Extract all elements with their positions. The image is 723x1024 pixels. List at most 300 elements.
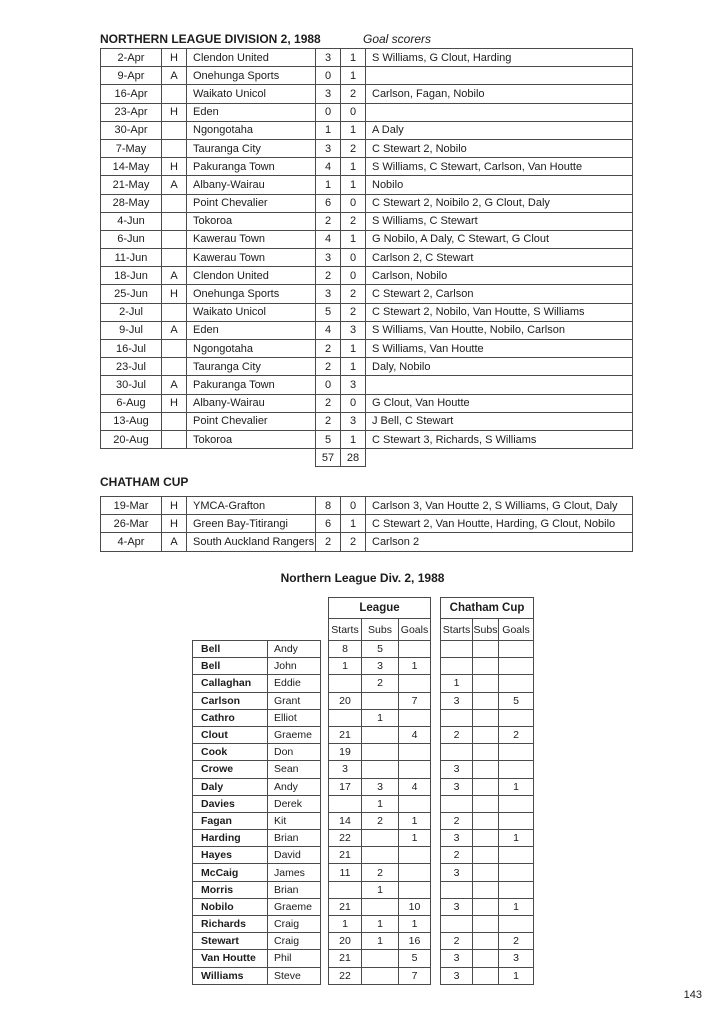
cup-starts: 3 [441,967,473,984]
opponent-name: Clendon United [187,49,316,67]
league-subs [362,830,399,847]
gap-column [431,761,441,778]
league-section-title: NORTHERN LEAGUE DIVISION 2, 1988 [100,32,321,46]
cup-starts [441,744,473,761]
player-first-name: Graeme [268,898,321,915]
score-against: 2 [341,303,366,321]
cup-subs [473,692,499,709]
player-surname: Bell [193,641,268,658]
match-date: 26-Mar [101,515,162,533]
score-for: 2 [316,412,341,430]
cup-subs [473,658,499,675]
player-first-name: Phil [268,950,321,967]
match-date: 14-May [101,158,162,176]
goal-scorers: S Williams, Van Houtte [366,340,633,358]
cup-starts: 2 [441,933,473,950]
gap-column [431,709,441,726]
cup-subs [473,898,499,915]
league-subs: 1 [362,795,399,812]
player-first-name: Andy [268,641,321,658]
cup-starts [441,916,473,933]
league-goals: 16 [399,933,431,950]
gap-column [321,726,329,743]
league-goals [399,795,431,812]
player-surname: Van Houtte [193,950,268,967]
match-date: 23-Jul [101,358,162,376]
match-row [101,285,633,303]
league-subs [362,761,399,778]
league-results-table [100,48,633,467]
player-first-name: Sean [268,761,321,778]
player-first-name: John [268,658,321,675]
match-row [101,497,633,515]
goal-scorers: G Nobilo, A Daly, C Stewart, G Clout [366,230,633,248]
cup-subs [473,675,499,692]
cup-goals [499,675,534,692]
score-for: 2 [316,212,341,230]
home-away-flag [162,340,187,358]
player-row [193,778,534,795]
player-first-name: Graeme [268,726,321,743]
home-away-flag: H [162,103,187,121]
cup-starts: 3 [441,692,473,709]
cup-goals [499,864,534,881]
gap-column [431,778,441,795]
player-first-name: Brian [268,881,321,898]
player-row [193,709,534,726]
league-group-header: League [329,598,431,619]
player-row [193,726,534,743]
score-for: 4 [316,230,341,248]
player-first-name: Brian [268,830,321,847]
goal-scorers: C Stewart 2, Noibilo 2, G Clout, Daly [366,194,633,212]
player-row [193,864,534,881]
score-for: 2 [316,267,341,285]
league-subs: 2 [362,812,399,829]
league-starts [329,675,362,692]
score-against: 1 [341,515,366,533]
opponent-name: Eden [187,321,316,339]
match-date: 16-Jul [101,340,162,358]
cup-goals: 1 [499,778,534,795]
score-for: 3 [316,139,341,157]
goal-scorers: C Stewart 2, Nobilo [366,139,633,157]
cup-goals [499,812,534,829]
score-against: 3 [341,412,366,430]
opponent-name: Eden [187,103,316,121]
home-away-flag: H [162,515,187,533]
match-date: 9-Jul [101,321,162,339]
match-row [101,121,633,139]
player-stats-title: Northern League Div. 2, 1988 [280,571,445,585]
match-row [101,394,633,412]
score-against: 0 [341,194,366,212]
score-against: 1 [341,176,366,194]
player-row [193,744,534,761]
cup-subs [473,761,499,778]
player-row [193,933,534,950]
cup-starts: 3 [441,761,473,778]
gap-column [431,916,441,933]
score-against: 0 [341,267,366,285]
player-surname: Carlson [193,692,268,709]
opponent-name: Tauranga City [187,358,316,376]
score-against: 1 [341,67,366,85]
page-number: 143 [683,989,702,1001]
gap-column [321,598,329,619]
goal-scorers: C Stewart 2, Carlson [366,285,633,303]
league-goals [399,709,431,726]
opponent-name: Kawerau Town [187,249,316,267]
league-starts: 1 [329,916,362,933]
match-date: 28-May [101,194,162,212]
gap-column [431,933,441,950]
cup-starts: 3 [441,864,473,881]
score-against: 0 [341,497,366,515]
gap-column [321,709,329,726]
goal-scorers: S Williams, C Stewart, Carlson, Van Houtte [366,158,633,176]
match-date: 21-May [101,176,162,194]
gap-column [321,658,329,675]
league-subs [362,967,399,984]
player-row [193,795,534,812]
opponent-name: Ngongotaha [187,340,316,358]
player-first-name: Craig [268,933,321,950]
match-date: 2-Apr [101,49,162,67]
league-starts: 3 [329,761,362,778]
score-for: 2 [316,394,341,412]
player-row [193,641,534,658]
opponent-name: Onehunga Sports [187,67,316,85]
gap-column [321,830,329,847]
match-date: 11-Jun [101,249,162,267]
league-subs [362,950,399,967]
league-goals: 5 [399,950,431,967]
league-goals: 10 [399,898,431,915]
opponent-name: Ngongotaha [187,121,316,139]
home-away-flag: A [162,533,187,551]
player-first-name: Craig [268,916,321,933]
match-date: 2-Jul [101,303,162,321]
score-against: 1 [341,358,366,376]
cup-goals: 5 [499,692,534,709]
opponent-name: Albany-Wairau [187,394,316,412]
player-surname: Daly [193,778,268,795]
home-away-flag [162,121,187,139]
cup-subs-header: Subs [473,619,499,641]
player-surname: McCaig [193,864,268,881]
gap-column [431,641,441,658]
match-row [101,85,633,103]
cup-starts: 2 [441,847,473,864]
match-row [101,412,633,430]
score-against: 2 [341,285,366,303]
cup-starts-header: Starts [441,619,473,641]
cup-goals: 3 [499,950,534,967]
gap-column [321,795,329,812]
league-subs: 1 [362,916,399,933]
cup-starts: 3 [441,950,473,967]
opponent-name: Albany-Wairau [187,176,316,194]
cup-subs [473,967,499,984]
league-goals: 1 [399,916,431,933]
score-for: 4 [316,321,341,339]
player-first-name: Steve [268,967,321,984]
home-away-flag [162,212,187,230]
gap-column [321,744,329,761]
score-against: 2 [341,212,366,230]
chatham-cup-group-header: Chatham Cup [441,598,534,619]
player-surname: Stewart [193,933,268,950]
player-surname: Richards [193,916,268,933]
gap-column [321,967,329,984]
match-date: 25-Jun [101,285,162,303]
league-goals-header: Goals [399,619,431,641]
score-for: 5 [316,430,341,448]
player-row [193,830,534,847]
player-row [193,761,534,778]
goal-scorers: C Stewart 2, Van Houtte, Harding, G Clout, Nobilo [366,515,633,533]
gap-column [321,692,329,709]
goal-scorers: G Clout, Van Houtte [366,394,633,412]
score-against: 1 [341,158,366,176]
cup-goals [499,658,534,675]
player-surname: Clout [193,726,268,743]
opponent-name: Tokoroa [187,430,316,448]
player-first-name: Derek [268,795,321,812]
score-for: 0 [316,67,341,85]
league-goals [399,847,431,864]
cup-goals [499,744,534,761]
player-first-name: Andy [268,778,321,795]
score-against: 3 [341,321,366,339]
player-row [193,898,534,915]
gap-column [431,967,441,984]
score-against: 2 [341,533,366,551]
cup-subs [473,916,499,933]
player-row [193,675,534,692]
cup-subs [473,950,499,967]
league-subs [362,898,399,915]
opponent-name: Green Bay-Titirangi [187,515,316,533]
gap-column [431,881,441,898]
score-for: 0 [316,376,341,394]
league-starts: 21 [329,950,362,967]
home-away-flag: H [162,497,187,515]
player-surname: Cathro [193,709,268,726]
chatham-cup-results-table [100,496,633,552]
gap-column [321,675,329,692]
goal-scorers: Carlson, Fagan, Nobilo [366,85,633,103]
total-goals-for: 57 [316,449,341,467]
score-for: 3 [316,85,341,103]
header-spacer [193,598,321,619]
player-row [193,950,534,967]
home-away-flag: A [162,267,187,285]
player-first-name: Don [268,744,321,761]
match-date: 7-May [101,139,162,157]
home-away-flag [162,303,187,321]
league-goals [399,864,431,881]
match-row [101,267,633,285]
cup-subs [473,744,499,761]
home-away-flag [162,230,187,248]
gap-column [321,847,329,864]
gap-column [321,761,329,778]
score-against: 0 [341,103,366,121]
cup-starts [441,641,473,658]
league-subs [362,692,399,709]
score-for: 3 [316,285,341,303]
score-for: 6 [316,515,341,533]
cup-subs [473,778,499,795]
home-away-flag: A [162,176,187,194]
player-row [193,916,534,933]
match-date: 23-Apr [101,103,162,121]
league-starts: 1 [329,658,362,675]
totals-row [101,449,633,467]
match-row [101,176,633,194]
player-first-name: Grant [268,692,321,709]
goal-scorers [366,376,633,394]
match-row [101,139,633,157]
league-goals: 1 [399,812,431,829]
cup-subs [473,795,499,812]
league-subs: 1 [362,881,399,898]
league-goals: 4 [399,726,431,743]
cup-goals [499,709,534,726]
score-for: 6 [316,194,341,212]
player-first-name: James [268,864,321,881]
match-date: 4-Jun [101,212,162,230]
gap-column [321,881,329,898]
league-subs: 1 [362,933,399,950]
match-row [101,158,633,176]
chatham-cup-section-title: CHATHAM CUP [100,475,189,489]
league-subs [362,847,399,864]
opponent-name: Waikato Unicol [187,85,316,103]
goal-scorers: S Williams, C Stewart [366,212,633,230]
league-goals [399,641,431,658]
cup-subs [473,847,499,864]
gap-column [321,916,329,933]
cup-goals [499,795,534,812]
player-surname: Davies [193,795,268,812]
opponent-name: Tauranga City [187,139,316,157]
league-subs: 5 [362,641,399,658]
cup-goals [499,916,534,933]
player-first-name: Kit [268,812,321,829]
cup-subs [473,726,499,743]
score-for: 3 [316,49,341,67]
stats-group-header-row [193,598,534,619]
score-for: 3 [316,249,341,267]
cup-starts: 1 [441,675,473,692]
league-goals: 1 [399,830,431,847]
player-row [193,967,534,984]
goal-scorers: Daly, Nobilo [366,358,633,376]
league-goals [399,881,431,898]
opponent-name: Waikato Unicol [187,303,316,321]
home-away-flag [162,139,187,157]
gap-column [431,795,441,812]
score-against: 1 [341,340,366,358]
opponent-name: Onehunga Sports [187,285,316,303]
player-surname: Crowe [193,761,268,778]
goal-scorers [366,67,633,85]
total-goals-against: 28 [341,449,366,467]
goal-scorers: J Bell, C Stewart [366,412,633,430]
player-surname: Nobilo [193,898,268,915]
player-first-name: Eddie [268,675,321,692]
home-away-flag: H [162,394,187,412]
goal-scorers: S Williams, Van Houtte, Nobilo, Carlson [366,321,633,339]
match-date: 6-Jun [101,230,162,248]
match-date: 30-Apr [101,121,162,139]
match-row [101,321,633,339]
goal-scorers: S Williams, G Clout, Harding [366,49,633,67]
gap-column [431,950,441,967]
gap-column [321,619,329,641]
cup-goals: 1 [499,967,534,984]
opponent-name: Point Chevalier [187,412,316,430]
goal-scorers [366,103,633,121]
opponent-name: Tokoroa [187,212,316,230]
home-away-flag: H [162,158,187,176]
gap-column [321,898,329,915]
player-row [193,658,534,675]
match-date: 13-Aug [101,412,162,430]
gap-column [321,778,329,795]
score-for: 8 [316,497,341,515]
goal-scorers: Carlson 3, Van Houtte 2, S Williams, G Clout, Daly [366,497,633,515]
gap-column [431,692,441,709]
score-for: 1 [316,176,341,194]
cup-goals [499,641,534,658]
match-row [101,67,633,85]
player-surname: Bell [193,658,268,675]
gap-column [431,812,441,829]
match-row [101,515,633,533]
league-subs: 1 [362,709,399,726]
home-away-flag: H [162,285,187,303]
home-away-flag [162,85,187,103]
home-away-flag: H [162,49,187,67]
player-row [193,812,534,829]
score-for: 2 [316,340,341,358]
gap-column [431,658,441,675]
cup-subs [473,709,499,726]
cup-starts [441,709,473,726]
cup-subs [473,864,499,881]
score-for: 2 [316,533,341,551]
gap-column [431,830,441,847]
cup-subs [473,933,499,950]
league-starts: 8 [329,641,362,658]
league-subs: 2 [362,864,399,881]
opponent-name: Pakuranga Town [187,158,316,176]
player-surname: Hayes [193,847,268,864]
cup-subs [473,812,499,829]
cup-starts: 3 [441,830,473,847]
match-row [101,533,633,551]
league-goals: 7 [399,967,431,984]
league-starts: 20 [329,933,362,950]
league-starts-header: Starts [329,619,362,641]
league-starts: 21 [329,847,362,864]
league-subs: 3 [362,658,399,675]
score-against: 2 [341,85,366,103]
